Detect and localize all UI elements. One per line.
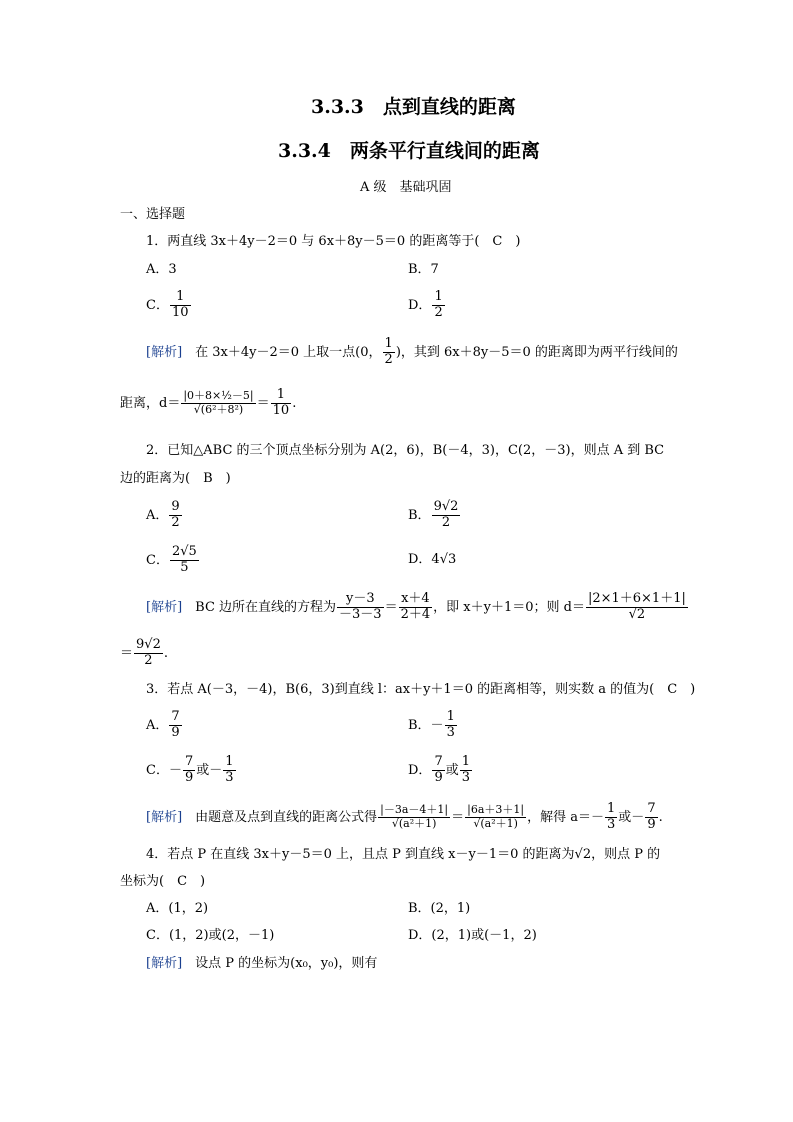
fraction: $\frac{9√2}{2}$ bbox=[433, 499, 459, 530]
fraction: $\frac{|6a+3+1|}{\text{√(a²＋1)}}$ bbox=[467, 803, 525, 830]
fraction: $\frac{|-3a-4+1|}{\text{√(a²＋1)}}$ bbox=[380, 803, 449, 830]
fraction: $\frac{7}{9}$ bbox=[184, 754, 194, 785]
q3-option-d: D． $\frac{7}{9}$ 或 $\frac{1}{3}$ bbox=[408, 754, 471, 785]
fraction: $\frac{9}{2}$ bbox=[171, 499, 180, 530]
fraction: $\frac{7}{9}$ bbox=[434, 754, 443, 785]
fraction: $\frac{1}{10}$ bbox=[171, 289, 189, 320]
fraction: $\frac{2√5}{5}$ bbox=[171, 544, 197, 575]
q3-analysis: [解析] 由题意及点到直线的距离公式得 $\frac{|-3a-4+1|}{\text{√(a²＋1)}}$ ＝ $\frac{|6a+3+1|}{\text{√(a²＋1)}}$ ，解得 a＝－ $\frac{1}{3}$ 或－ $\frac{7}{9}$ . bbox=[146, 801, 663, 832]
fraction: $\frac{1}{10}$ bbox=[272, 387, 290, 418]
fraction: $\frac{|2\times 1+6\times 1+1|}{√2}$ bbox=[587, 591, 686, 622]
q3-option-a: A． $\frac{7}{9}$ bbox=[146, 709, 180, 740]
q1-analysis-line1: [解析] 在 3x＋4y－2＝0 上取一点(0， $\frac{1}{2}$ )，其到 6x＋8y－5＝0 的距离即为两平行线间的 bbox=[146, 336, 678, 367]
fraction: $\frac{1}{3}$ bbox=[461, 754, 471, 785]
q4-option-a: A．(1，2) bbox=[146, 901, 209, 916]
level-heading: A 级 基础巩固 bbox=[360, 180, 452, 195]
analysis-tag: [解析] bbox=[146, 344, 183, 360]
title-1: 3.3.3 点到直线的距离 bbox=[311, 96, 516, 118]
q2-stem: 2．已知△ABC 的三个顶点坐标分别为 A(2，6)，B(－4，3)，C(2，－3)，则点 A 到 BC bbox=[146, 443, 665, 458]
q1-analysis-line2: 距离，d＝ $\frac{\text{|0＋8×½－5|}}{\text{√(6²＋8²)}}$ ＝ $\frac{1}{10}$ . bbox=[120, 387, 297, 418]
q1-option-c: C． $\frac{1}{10}$ bbox=[146, 289, 189, 320]
q2-option-c: C． $\frac{2√5}{5}$ bbox=[146, 544, 197, 575]
q2-analysis-line1: [解析] BC 边所在直线的方程为 $\frac{y-3}{-3-3}$ ＝ $\frac{x+4}{2+4}$ ，即 x＋y＋1＝0；则 d＝ $\frac{|2\times 1+6\times 1+1|}{√2}$ bbox=[146, 591, 686, 622]
fraction: $\frac{7}{9}$ bbox=[171, 709, 180, 740]
fraction: $\frac{7}{9}$ bbox=[647, 801, 656, 832]
q1-stem: 1．两直线 3x＋4y－2＝0 与 6x＋8y－5＝0 的距离等于( C ) bbox=[146, 234, 521, 249]
fraction: $\frac{\text{|0＋8×½－5|}}{\text{√(6²＋8²)}}$ bbox=[183, 389, 254, 416]
q2-analysis-line2: ＝ $\frac{9√2}{2}$ . bbox=[120, 637, 168, 668]
q4-option-d: D．(2，1)或(－1，2) bbox=[408, 928, 537, 943]
fraction: $\frac{1}{3}$ bbox=[225, 754, 234, 785]
q4-stem: 4．若点 P 在直线 3x＋y－5＝0 上，且点 P 到直线 x－y－1＝0 的距离为√2，则点 P 的 bbox=[146, 847, 661, 862]
q4-option-c: C．(1，2)或(2，－1) bbox=[146, 928, 275, 943]
q4-analysis: [解析] 设点 P 的坐标为(x₀，y₀)，则有 bbox=[146, 956, 378, 971]
title-2: 3.3.4 两条平行直线间的距离 bbox=[278, 140, 540, 162]
q4-option-b: B．(2，1) bbox=[408, 901, 471, 916]
q1-option-b: B．7 bbox=[408, 262, 439, 277]
q1-option-a: A．3 bbox=[146, 262, 177, 277]
q3-option-c: C．－ $\frac{7}{9}$ 或－ $\frac{1}{3}$ bbox=[146, 754, 234, 785]
section-heading: 一、选择题 bbox=[120, 207, 186, 222]
fraction: $\frac{1}{2}$ bbox=[384, 336, 393, 367]
q1-option-d: D． $\frac{1}{2}$ bbox=[408, 289, 443, 320]
analysis-tag: [解析] bbox=[146, 599, 183, 615]
fraction: $\frac{9√2}{2}$ bbox=[136, 637, 161, 668]
fraction: $\frac{y-3}{-3-3}$ bbox=[339, 591, 382, 622]
fraction: $\frac{1}{3}$ bbox=[446, 709, 455, 740]
q3-option-b: B．－ $\frac{1}{3}$ bbox=[408, 709, 455, 740]
analysis-tag: [解析] bbox=[146, 809, 183, 825]
fraction: $\frac{1}{3}$ bbox=[607, 801, 616, 832]
q2-option-d: D．4√3 bbox=[408, 552, 457, 567]
fraction: $\frac{x+4}{2+4}$ bbox=[400, 591, 431, 622]
q2-option-b: B． $\frac{9√2}{2}$ bbox=[408, 499, 459, 530]
q2-option-a: A． $\frac{9}{2}$ bbox=[146, 499, 180, 530]
analysis-tag: [解析] bbox=[146, 956, 183, 971]
fraction: $\frac{1}{2}$ bbox=[434, 289, 443, 320]
q2-stem-cont: 边的距离为( B ) bbox=[120, 471, 231, 486]
q3-stem: 3．若点 A(－3，－4)，B(6，3)到直线 l：ax＋y＋1＝0 的距离相等，则实数 a 的值为( C ) bbox=[146, 682, 696, 697]
q4-stem-cont: 坐标为( C ) bbox=[120, 874, 206, 889]
